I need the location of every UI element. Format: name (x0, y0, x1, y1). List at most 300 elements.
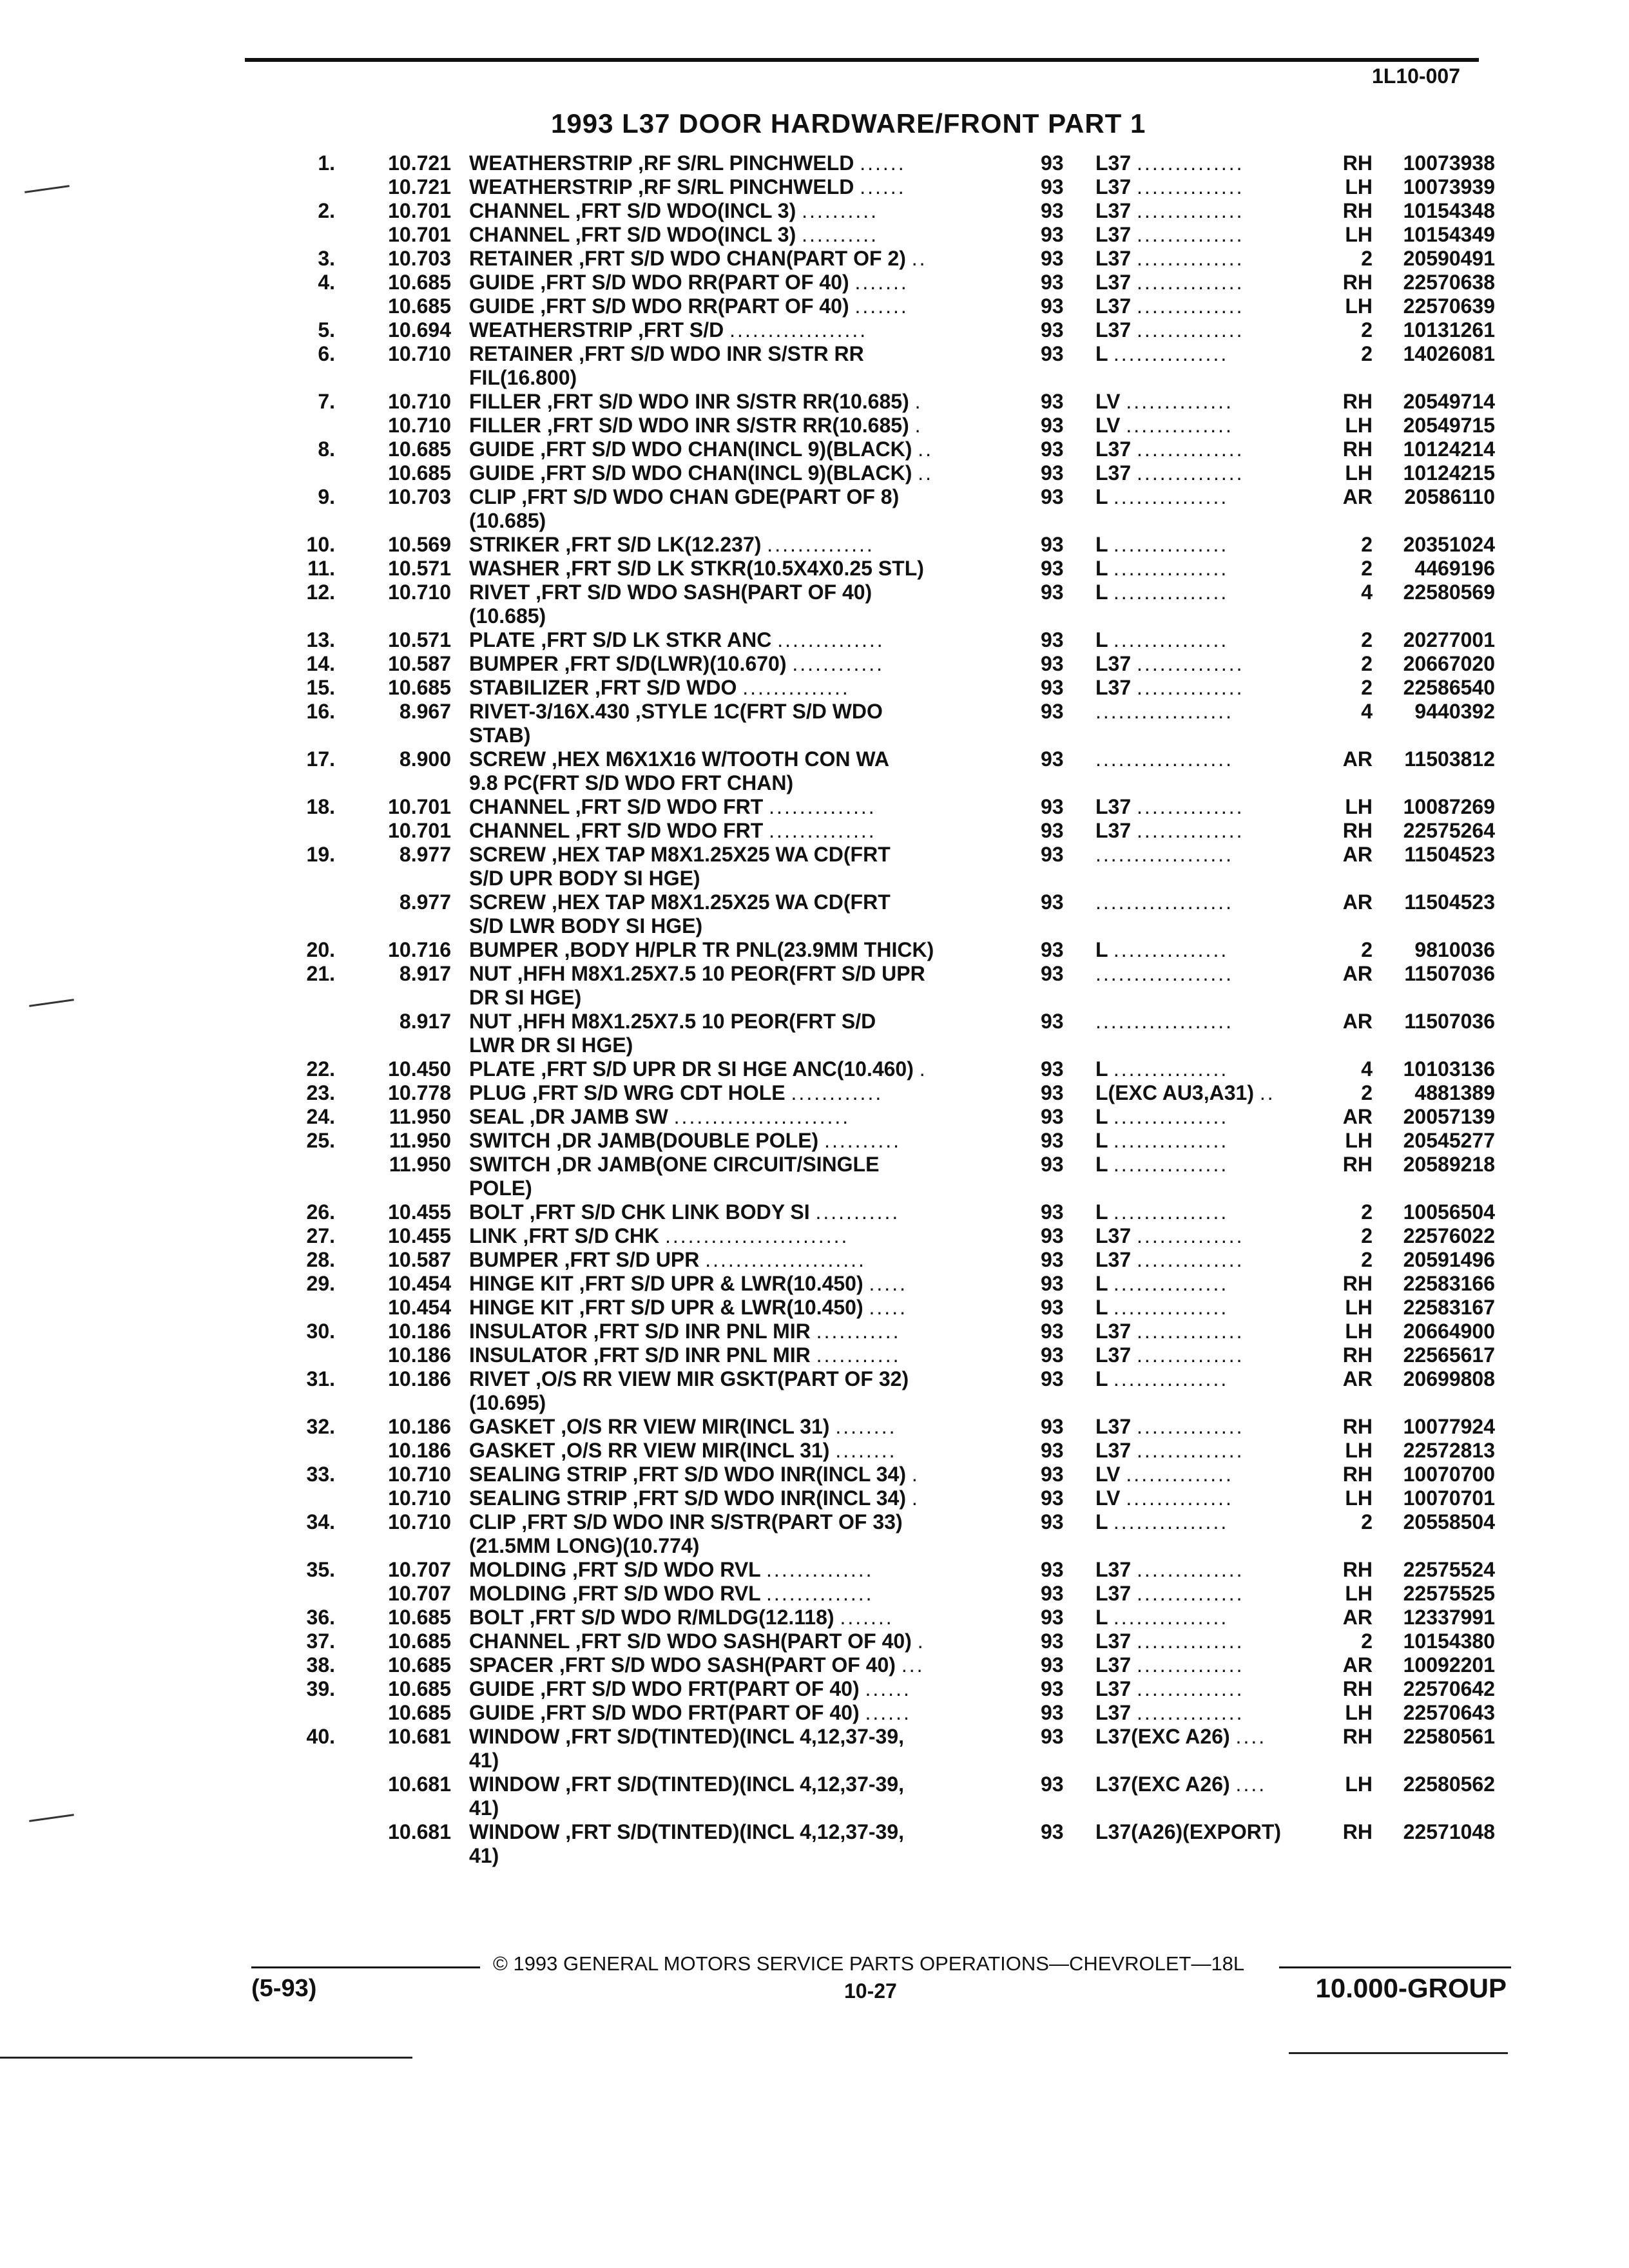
group-number: 10.587 (388, 1248, 451, 1271)
model-year: 93 (1041, 843, 1064, 866)
group-number: 10.681 (388, 1773, 451, 1796)
model-code (1095, 437, 1305, 461)
model-code (1095, 271, 1305, 294)
part-name: BUMPER (469, 1248, 559, 1271)
model-year: 93 (1041, 1296, 1064, 1319)
leader-dots: .............. (1126, 414, 1233, 437)
table-row (0, 437, 1629, 461)
part-detail: ,FRT S/D UPR DR SI HGE ANC(10.460) (535, 1057, 914, 1081)
part-detail: ,FRT S/D WDO INR S/STR RR(10.685) (541, 414, 909, 437)
part-detail: ,DR JAMB(ONE CIRCUIT/SINGLE (550, 1153, 880, 1176)
quantity: 2 (1361, 318, 1373, 341)
part-name: RIVET-3/16X.430 (469, 700, 630, 723)
part-name: GUIDE (469, 437, 535, 461)
part-detail: S/D UPR BODY SI HGE) (469, 867, 700, 890)
part-number: 22572813 (1403, 1439, 1495, 1462)
part-detail: ,FRT S/D WDO FRT(PART OF 40) (534, 1677, 860, 1700)
quantity: LH (1345, 461, 1373, 485)
group-number: 10.710 (388, 1463, 451, 1486)
model-year: 93 (1041, 1510, 1064, 1533)
part-number: 11507036 (1404, 962, 1495, 985)
leader-dots: ............... (1113, 1367, 1229, 1390)
table-row (0, 414, 1629, 437)
part-name: WINDOW (469, 1773, 560, 1796)
group-number: 10.685 (388, 294, 451, 318)
leader-dots: .............. (1137, 199, 1244, 222)
part-number: 20277001 (1403, 628, 1495, 651)
part-name: SWITCH (469, 1129, 551, 1152)
part-name: CHANNEL (469, 1629, 570, 1653)
part-name: CHANNEL (469, 819, 570, 842)
leader-dots: ............... (1113, 938, 1229, 961)
part-name: RIVET (469, 1367, 530, 1390)
part-detail: ,FRT S/D WDO SASH(PART OF 40) (530, 581, 872, 604)
part-number: 22575524 (1403, 1558, 1495, 1581)
model-year: 93 (1041, 1463, 1064, 1486)
quantity: RH (1342, 1820, 1373, 1843)
model-year: 93 (1041, 962, 1064, 985)
part-detail: ,FRT S/D WDO CHAN(INCL 9)(BLACK) (534, 437, 912, 461)
leader-dots: ........... (815, 1200, 900, 1224)
part-description (469, 724, 1036, 747)
group-number: 8.977 (399, 843, 451, 866)
table-row (0, 271, 1629, 294)
model-code (1095, 1486, 1305, 1510)
part-number: 10131261 (1403, 318, 1495, 341)
quantity: AR (1342, 1010, 1373, 1033)
model-name: L (1095, 938, 1108, 961)
part-description (469, 1749, 1036, 1773)
table-row (0, 747, 1629, 771)
group-number: 11.950 (389, 1105, 451, 1128)
part-description (469, 1510, 1036, 1534)
leader-dots: ........... (816, 1320, 901, 1343)
table-row (0, 1105, 1629, 1129)
part-detail: ,FRT S/D UPR & LWR(10.450) (573, 1272, 863, 1295)
leader-dots: .................. (1095, 747, 1234, 771)
part-description (469, 843, 1036, 867)
leader-dots: ............... (1113, 557, 1229, 580)
part-description (469, 1629, 1036, 1653)
leader-dots: .............. (1137, 819, 1244, 842)
part-detail: ,HFH M8X1.25X7.5 10 PEOR(FRT S/D UPR (511, 962, 925, 985)
leader-dots: .............. (1137, 795, 1244, 818)
leader-dots: . (914, 414, 923, 437)
model-code (1095, 342, 1305, 366)
part-number: 20057139 (1403, 1105, 1495, 1128)
quantity: RH (1342, 1415, 1373, 1438)
leader-dots: ....... (840, 1606, 894, 1629)
part-name: WEATHERSTRIP (469, 318, 633, 341)
part-detail: ,FRT S/D WDO FRT (569, 795, 764, 818)
model-code (1095, 795, 1305, 819)
table-row (0, 533, 1629, 557)
model-code (1095, 1296, 1305, 1320)
leader-dots: .............. (1137, 151, 1244, 175)
quantity: RH (1342, 199, 1373, 222)
item-number: 13. (306, 628, 335, 651)
part-name: WEATHERSTRIP (469, 175, 633, 198)
part-number: 22580562 (1403, 1773, 1495, 1796)
model-name: L37(A26)(EXPORT) (1095, 1820, 1282, 1843)
quantity: LH (1345, 1773, 1373, 1796)
model-year: 93 (1041, 1415, 1064, 1438)
part-name: PLUG (469, 1081, 526, 1104)
part-description (469, 1677, 1036, 1701)
part-description (469, 223, 1036, 247)
leader-dots: ............... (1113, 485, 1229, 508)
leader-dots: .............. (1137, 437, 1244, 461)
part-description (469, 962, 1036, 986)
item-number: 39. (306, 1677, 335, 1700)
leader-dots: ............... (1113, 1153, 1229, 1176)
model-year: 93 (1041, 1653, 1064, 1677)
quantity: LH (1345, 223, 1373, 246)
leader-dots: .............. (742, 676, 850, 699)
part-detail: ,HEX TAP M8X1.25X25 WA CD(FRT (546, 843, 891, 866)
quantity: RH (1342, 1558, 1373, 1581)
model-year: 93 (1041, 533, 1064, 556)
group-number: 10.569 (388, 533, 451, 556)
group-number: 10.778 (388, 1081, 451, 1104)
table-row (0, 1725, 1629, 1749)
part-description (469, 1320, 1036, 1343)
part-number: 20589218 (1403, 1153, 1495, 1176)
leader-dots: ..................... (705, 1248, 866, 1271)
group-number: 10.455 (388, 1200, 451, 1224)
model-year: 93 (1041, 1200, 1064, 1224)
model-year: 93 (1041, 1010, 1064, 1033)
model-code (1095, 1248, 1305, 1272)
model-code (1095, 1081, 1305, 1105)
part-detail: ,FRT S/D WDO SASH(PART OF 40) (553, 1653, 896, 1677)
model-year: 93 (1041, 151, 1064, 175)
table-row (0, 1367, 1629, 1391)
part-description (469, 1177, 1036, 1200)
part-description (469, 1796, 1036, 1820)
leader-dots: ... (901, 1653, 925, 1677)
model-code (1095, 1367, 1305, 1391)
item-number: 5. (318, 318, 335, 341)
part-description (469, 819, 1036, 843)
quantity: 2 (1361, 1200, 1373, 1224)
model-year: 93 (1041, 1677, 1064, 1700)
part-number: 22570642 (1403, 1677, 1495, 1700)
group-number: 10.571 (388, 628, 451, 651)
table-row (0, 199, 1629, 223)
group-label: 10.000-GROUP (1315, 1973, 1507, 2003)
model-name: L37 (1095, 1248, 1132, 1271)
part-description (469, 1582, 1036, 1606)
part-detail: ,BODY H/PLR TR PNL(23.9MM THICK) (558, 938, 934, 961)
leader-dots: .............. (1126, 390, 1233, 413)
item-number: 37. (306, 1629, 335, 1653)
leader-dots: ............... (1113, 1272, 1229, 1295)
item-number: 28. (306, 1248, 335, 1271)
leader-dots: ............... (1113, 1057, 1229, 1081)
part-detail: ,RF S/RL PINCHWELD (632, 151, 854, 175)
leader-dots: ....... (854, 271, 909, 294)
quantity: LH (1345, 1320, 1373, 1343)
part-number: 22570639 (1403, 294, 1495, 318)
part-detail: ,FRT S/D LK(12.237) (559, 533, 762, 556)
model-code (1095, 199, 1305, 223)
part-description (469, 1534, 1036, 1558)
part-description (469, 342, 1036, 366)
table-row (0, 557, 1629, 581)
leader-dots: . (911, 1463, 920, 1486)
quantity: 2 (1361, 342, 1373, 365)
model-name: L37 (1095, 175, 1132, 198)
model-name: L37 (1095, 1558, 1132, 1581)
part-detail: ,FRT S/D UPR (558, 1248, 700, 1271)
part-number: 10073939 (1403, 175, 1495, 198)
model-code (1095, 390, 1305, 414)
leader-dots: .............. (1137, 1439, 1244, 1462)
model-year: 93 (1041, 1582, 1064, 1605)
leader-dots: .............. (1137, 1701, 1244, 1724)
quantity: LH (1345, 294, 1373, 318)
model-year: 93 (1041, 700, 1064, 723)
part-description (469, 1224, 1036, 1248)
part-detail: ,FRT S/D WDO R/MLDG(12.118) (523, 1606, 834, 1629)
table-row-continuation (0, 986, 1629, 1010)
model-year: 93 (1041, 1224, 1064, 1247)
model-code (1095, 1343, 1305, 1367)
part-name: BUMPER (469, 652, 559, 675)
model-name: L37 (1095, 461, 1132, 485)
part-detail: ,FRT S/D WDO INR S/STR RR(10.685) (541, 390, 909, 413)
group-number: 10.571 (388, 557, 451, 580)
leader-dots: . (914, 390, 923, 413)
table-row-continuation (0, 867, 1629, 890)
part-number: 20591496 (1403, 1248, 1495, 1271)
table-row (0, 1653, 1629, 1677)
item-number: 26. (306, 1200, 335, 1224)
table-row (0, 1558, 1629, 1582)
leader-dots: ............... (1113, 1105, 1229, 1128)
table-row (0, 1629, 1629, 1653)
leader-dots: .......... (802, 199, 879, 222)
part-name: PLATE (469, 1057, 535, 1081)
part-description (469, 890, 1036, 914)
item-number: 23. (306, 1081, 335, 1104)
part-detail: ,FRT S/D WDO INR S/STR(PART OF 33) (516, 1510, 903, 1533)
leader-dots: ............... (1113, 1296, 1229, 1319)
part-description (469, 1820, 1036, 1844)
item-number: 12. (306, 581, 335, 604)
leader-dots: .............. (1137, 1224, 1244, 1247)
model-year: 93 (1041, 1629, 1064, 1653)
part-number: 20549714 (1403, 390, 1495, 413)
part-number: 22583167 (1403, 1296, 1495, 1319)
leader-dots: .............. (1137, 461, 1244, 485)
model-name: LV (1095, 390, 1121, 413)
part-name: HINGE KIT (469, 1272, 574, 1295)
table-row (0, 1439, 1629, 1463)
part-description (469, 1272, 1036, 1296)
group-number: 10.701 (388, 819, 451, 842)
bottom-rule-left (0, 2057, 412, 2059)
leader-dots: ...... (860, 175, 906, 198)
table-row (0, 485, 1629, 509)
model-name: L37 (1095, 437, 1132, 461)
part-number: 22575525 (1403, 1582, 1495, 1605)
model-code (1095, 1320, 1305, 1343)
part-description (469, 1653, 1036, 1677)
model-year: 93 (1041, 294, 1064, 318)
model-year: 93 (1041, 1486, 1064, 1510)
model-year: 93 (1041, 318, 1064, 341)
model-name: L (1095, 1200, 1108, 1224)
part-name: GASKET (469, 1439, 555, 1462)
leader-dots: ............... (1113, 1606, 1229, 1629)
part-description (469, 294, 1036, 318)
part-name: SCREW (469, 747, 546, 771)
part-description (469, 1200, 1036, 1224)
model-code (1095, 890, 1305, 914)
part-name: INSULATOR (469, 1343, 588, 1367)
quantity: RH (1342, 819, 1373, 842)
quantity: 2 (1361, 247, 1373, 270)
table-row (0, 1296, 1629, 1320)
part-description (469, 1486, 1036, 1510)
table-row (0, 1057, 1629, 1081)
part-description (469, 700, 1036, 724)
item-number: 14. (306, 652, 335, 675)
model-code (1095, 485, 1305, 509)
model-name: L37 (1095, 294, 1132, 318)
model-name: L37 (1095, 1439, 1132, 1462)
table-row-continuation (0, 771, 1629, 795)
quantity: 2 (1361, 1629, 1373, 1653)
table-row (0, 247, 1629, 271)
leader-dots: .......... (824, 1129, 901, 1152)
item-number: 24. (306, 1105, 335, 1128)
leader-dots: .... (1235, 1725, 1267, 1748)
part-description (469, 867, 1036, 890)
part-name: WASHER (469, 557, 560, 580)
part-description (469, 652, 1036, 676)
part-number: 4881389 (1414, 1081, 1495, 1104)
part-detail: ,FRT S/D WDO RVL (566, 1582, 761, 1605)
model-code (1095, 247, 1305, 271)
part-description (469, 1153, 1036, 1177)
part-name: STABILIZER (469, 676, 590, 699)
leader-dots: .............. (1137, 676, 1244, 699)
model-name: L (1095, 342, 1108, 365)
part-name: RIVET (469, 581, 530, 604)
part-number: 20558504 (1403, 1510, 1495, 1533)
part-name: GUIDE (469, 294, 535, 318)
leader-dots: .............. (769, 819, 876, 842)
model-name: LV (1095, 1463, 1121, 1486)
part-number: 10087269 (1403, 795, 1495, 818)
part-number: 11504523 (1404, 890, 1495, 914)
part-description (469, 938, 1036, 962)
model-year: 93 (1041, 1320, 1064, 1343)
table-row (0, 1820, 1629, 1844)
table-row-continuation (0, 724, 1629, 747)
table-row (0, 1582, 1629, 1606)
part-number: 22583166 (1403, 1272, 1495, 1295)
leader-dots: . (911, 1486, 920, 1510)
part-name: FILLER (469, 390, 541, 413)
item-number: 29. (306, 1272, 335, 1295)
item-number: 2. (318, 199, 335, 222)
model-name: L37 (1095, 318, 1132, 341)
part-detail: ,FRT S/D UPR & LWR(10.450) (573, 1296, 863, 1319)
part-description (469, 1343, 1036, 1367)
quantity: RH (1342, 1272, 1373, 1295)
model-name: L37 (1095, 1677, 1132, 1700)
quantity: LH (1345, 1582, 1373, 1605)
part-detail: ,FRT S/D WDO INR(INCL 34) (626, 1463, 906, 1486)
part-detail: ,FRT S/D WDO RR(PART OF 40) (534, 271, 849, 294)
part-number: 10070701 (1403, 1486, 1495, 1510)
leader-dots: .............. (1137, 1582, 1244, 1605)
leader-dots: ............... (1113, 533, 1229, 556)
part-name: SCREW (469, 843, 546, 866)
part-detail: ,HEX TAP M8X1.25X25 WA CD(FRT (546, 890, 891, 914)
group-number: 10.710 (388, 1486, 451, 1510)
table-row (0, 318, 1629, 342)
model-name: L (1095, 1057, 1108, 1081)
model-year: 93 (1041, 390, 1064, 413)
model-code (1095, 1129, 1305, 1153)
part-description (469, 485, 1036, 509)
item-number: 10. (306, 533, 335, 556)
model-year: 93 (1041, 1773, 1064, 1796)
part-detail: ,FRT S/D WDO SASH(PART OF 40) (569, 1629, 912, 1653)
leader-dots: .. (1259, 1081, 1275, 1104)
item-number: 17. (306, 747, 335, 771)
group-number: 10.703 (388, 247, 451, 270)
part-detail: ,FRT S/D LK STKR(10.5X4X0.25 STL) (559, 557, 924, 580)
table-row-continuation (0, 1749, 1629, 1773)
part-description (469, 557, 1036, 581)
part-name: SPACER (469, 1653, 554, 1677)
part-name: SEALING STRIP (469, 1463, 627, 1486)
part-description (469, 366, 1036, 390)
part-detail: ,FRT S/D WDO(INCL 3) (569, 199, 796, 222)
quantity: 2 (1361, 1510, 1373, 1533)
leader-dots: .. (918, 461, 934, 485)
leader-dots: ..... (869, 1272, 907, 1295)
quantity: LH (1345, 175, 1373, 198)
model-code (1095, 1653, 1305, 1677)
table-row (0, 1129, 1629, 1153)
table-row-continuation (0, 1033, 1629, 1057)
part-name: GUIDE (469, 271, 535, 294)
group-number: 10.587 (388, 652, 451, 675)
model-year: 93 (1041, 890, 1064, 914)
part-name: GUIDE (469, 1677, 535, 1700)
leader-dots: .............. (766, 1558, 874, 1581)
group-number: 10.710 (388, 390, 451, 413)
part-name: GUIDE (469, 461, 535, 485)
model-code (1095, 1725, 1305, 1749)
model-name: L37(EXC A26) (1095, 1773, 1230, 1796)
part-number: 9440392 (1414, 700, 1495, 723)
part-description (469, 1773, 1036, 1796)
model-year: 93 (1041, 1248, 1064, 1271)
part-description (469, 1057, 1036, 1081)
table-row (0, 223, 1629, 247)
table-row (0, 700, 1629, 724)
model-year: 93 (1041, 938, 1064, 961)
part-description (469, 986, 1036, 1010)
